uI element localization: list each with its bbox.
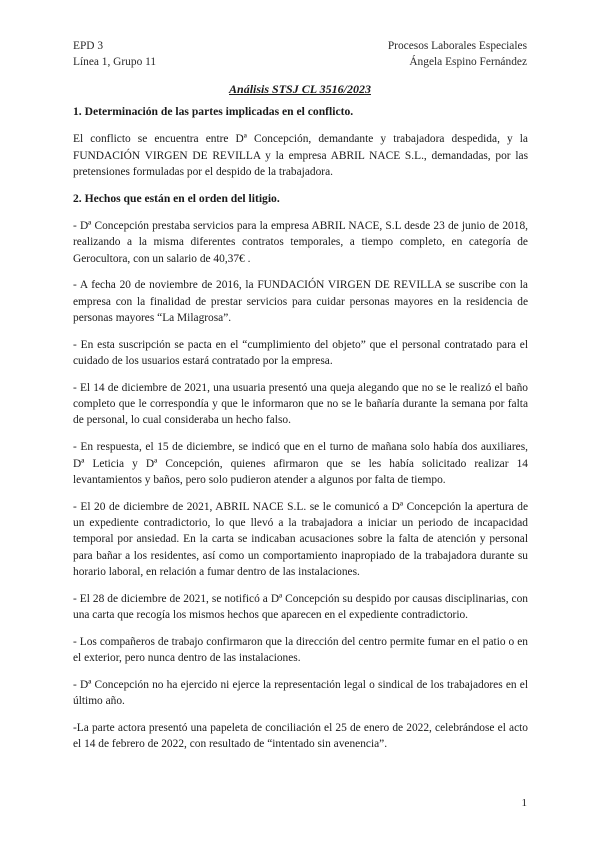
header-subject: Procesos Laborales Especiales xyxy=(387,40,527,52)
fact-paragraph: - En esta suscripción se pacta en el “cumplimiento del objeto” que el personal contratado para el cuidado de los usuarios estará contratado por la empresa. xyxy=(73,338,528,368)
fact-paragraph: - En respuesta, el 15 de diciembre, se indicó que en el turno de mañana solo había dos auxiliares, Dª Leticia y Dª Concepción, quienes afirmaron que se les había solicitado realizar 14 levantamientos y baños, pero solo pudieron atender a algunos por falta de tiempo. xyxy=(73,441,528,486)
document-body xyxy=(73,104,528,763)
header-author: Ángela Espino Fernández xyxy=(409,56,527,68)
header-group: Línea 1, Grupo 11 xyxy=(73,56,157,68)
page-number: 1 xyxy=(521,797,527,809)
header-course: EPD 3 xyxy=(73,40,104,52)
header-left xyxy=(73,38,156,70)
fact-paragraph: - Los compañeros de trabajo confirmaron que la dirección del centro permite fumar en el patio o en el exterior, pero nunca dentro de las instalaciones. xyxy=(73,635,528,665)
fact-paragraph: - A fecha 20 de noviembre de 2016, la FUNDACIÓN VIRGEN DE REVILLA se suscribe con la empresa con la finalidad de prestar servicios para cuidar personas mayores en la residencia de personas mayores “La Milagrosa”. xyxy=(73,279,528,324)
section-2-heading: 2. Hechos que están en el orden del litigio. xyxy=(73,191,280,205)
fact-paragraph: - El 28 de diciembre de 2021, se notificó a Dª Concepción su despido por causas disciplinarias, con una carta que recogía los mismos hechos que aparecen en el expediente contradictorio. xyxy=(73,592,528,621)
document-title: Análisis STSJ CL 3516/2023 xyxy=(229,82,371,96)
fact-paragraph: - Dª Concepción no ha ejercido ni ejerce la representación legal o sindical de los trabajadores en el último año. xyxy=(73,678,528,708)
fact-paragraph: - El 20 de diciembre de 2021, ABRIL NACE S.L. se le comunicó a Dª Concepción la apertura de un expediente contradictorio, lo que llevó a la trabajadora a iniciar un periodo de incapacidad temporal por ansiedad. En la carta se indicaban acusaciones sobre la falta de atención y personal para bañar a los residentes, así como un comportamiento inapropiado de la trabajadora durante su horario laboral, en relación a fumar dentro de las instalaciones. xyxy=(73,500,528,578)
section-1-heading: 1. Determinación de las partes implicadas en el conflicto. xyxy=(73,105,354,118)
fact-paragraph: - Dª Concepción prestaba servicios para la empresa ABRIL NACE, S.L desde 23 de junio de 2018, realizando a la misma diferentes contratos temporales, a tiempo completo, en categoría de Gerocultora, con un salario de 40,37€ . xyxy=(73,219,528,265)
section-1-paragraph: El conflicto se encuentra entre Dª Concepción, demandante y trabajadora despedida, y la FUNDACIÓN VIRGEN DE REVILLA y la empresa ABRIL NACE S.L., demandadas, por las pretensiones formuladas por el despido de la trabajadora. xyxy=(73,133,528,178)
fact-paragraph: -La parte actora presentó una papeleta de conciliación el 25 de enero de 2022, celebrándose el acto el 14 de febrero de 2022, con resultado de “intentado sin avenencia”. xyxy=(73,721,528,751)
header-right xyxy=(388,38,527,70)
fact-paragraph: - El 14 de diciembre de 2021, una usuaria presentó una queja alegando que no se le realizó el baño completo que le correspondía y que le informaron que no se le bañaría durante la semana por falta de personal, lo cual consideraba un hecho falso. xyxy=(73,381,528,427)
